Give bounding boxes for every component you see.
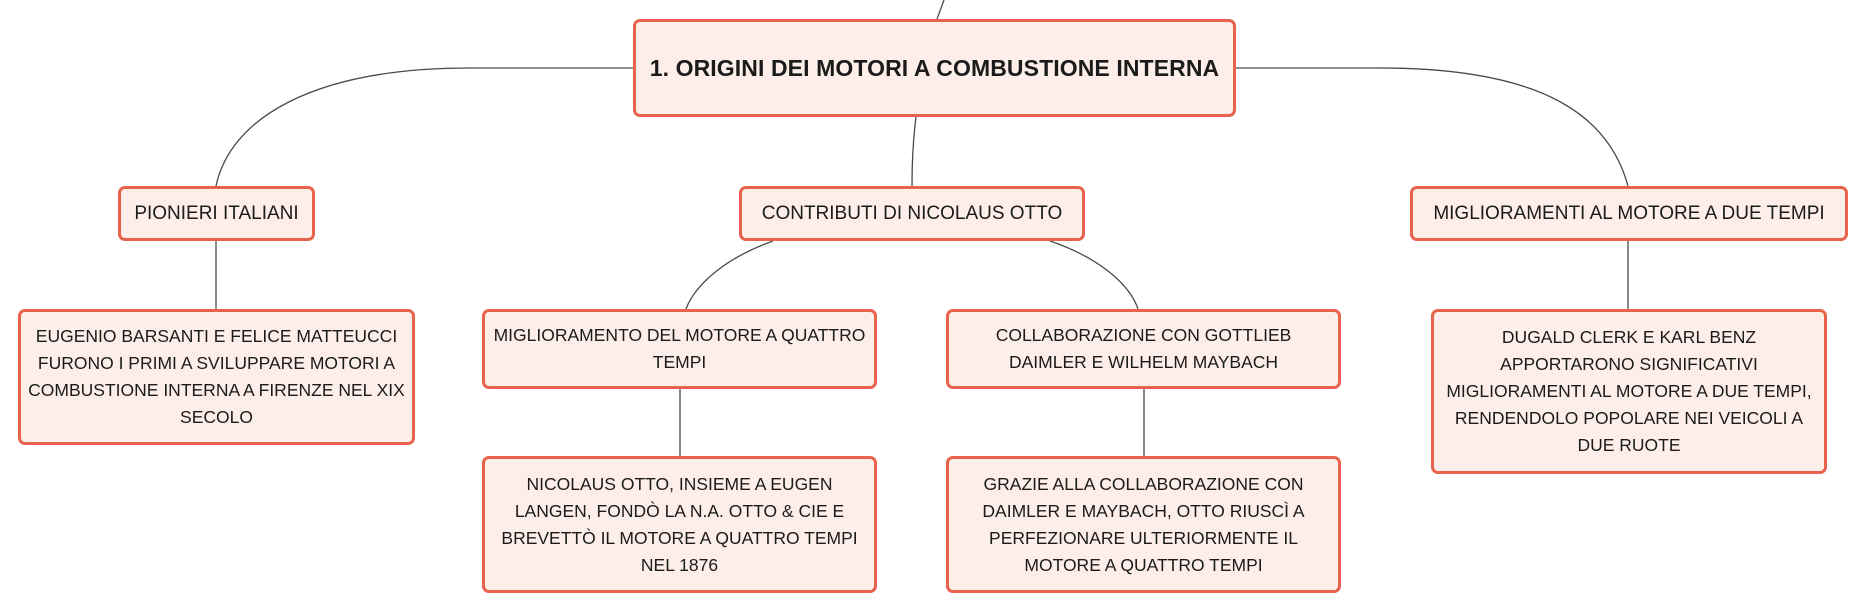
subtopic-miglioramento-quattro-tempi[interactable] [482, 309, 877, 389]
topic-contributi-otto[interactable] [739, 186, 1085, 241]
subtopic-grazie-collaborazione[interactable] [946, 456, 1341, 593]
subtopic-barsanti-label: EUGENIO BARSANTI E FELICE MATTEUCCI FURONO I PRIMI A SVILUPPARE MOTORI A COMBUSTIONE INTERNA A FIRENZE NEL XIX SECOLO [28, 326, 405, 427]
connector-otto-to-miglioramento [686, 241, 773, 309]
topic-pionieri-italiani[interactable] [118, 186, 315, 241]
topic-pionieri-label: PIONIERI ITALIANI [134, 202, 299, 224]
connector-central-to-pionieri [216, 68, 633, 186]
subtopic-otto-langen[interactable] [482, 456, 877, 593]
connector-to-parent [937, 0, 944, 19]
subtopic-clerk-label: DUGALD CLERK E KARL BENZ APPORTARONO SIGNIFICATIVI MIGLIORAMENTI AL MOTORE A DUE TEMPI, RENDENDOLO POPOLARE NEI VEICOLI A DUE RUOTE [1446, 327, 1812, 455]
topic-otto-label: CONTRIBUTI DI NICOLAUS OTTO [761, 202, 1063, 224]
subtopic-collaborazione-label: COLLABORAZIONE CON GOTTLIEB DAIMLER E WILHELM MAYBACH [995, 325, 1292, 372]
topic-miglioramenti-due-tempi[interactable] [1410, 186, 1848, 241]
central-topic-label: 1. ORIGINI DEI MOTORI A COMBUSTIONE INTERNA [649, 54, 1220, 81]
central-topic-node[interactable] [633, 19, 1236, 117]
subtopic-collaborazione-daimler[interactable] [946, 309, 1341, 389]
connector-otto-to-collaborazione [1050, 241, 1138, 309]
subtopic-clerk-benz[interactable] [1431, 309, 1827, 474]
connector-central-to-otto [912, 117, 916, 186]
subtopic-langen-label: NICOLAUS OTTO, INSIEME A EUGEN LANGEN, FONDÒ LA N.A. OTTO & CIE E BREVETTÒ IL MOTORE A QUATTRO TEMPI NEL 1876 [501, 473, 858, 575]
connector-central-to-due-tempi [1236, 68, 1628, 186]
topic-due-tempi-label: MIGLIORAMENTI AL MOTORE A DUE TEMPI [1433, 202, 1825, 224]
subtopic-miglioramento-label: MIGLIORAMENTO DEL MOTORE A QUATTRO TEMPI [493, 325, 866, 372]
subtopic-barsanti-matteucci[interactable] [18, 309, 415, 445]
subtopic-grazie-label: GRAZIE ALLA COLLABORAZIONE CON DAIMLER E MAYBACH, OTTO RIUSCÌ A PERFEZIONARE ULTERIORMENTE IL MOTORE A QUATTRO TEMPI [982, 473, 1305, 575]
